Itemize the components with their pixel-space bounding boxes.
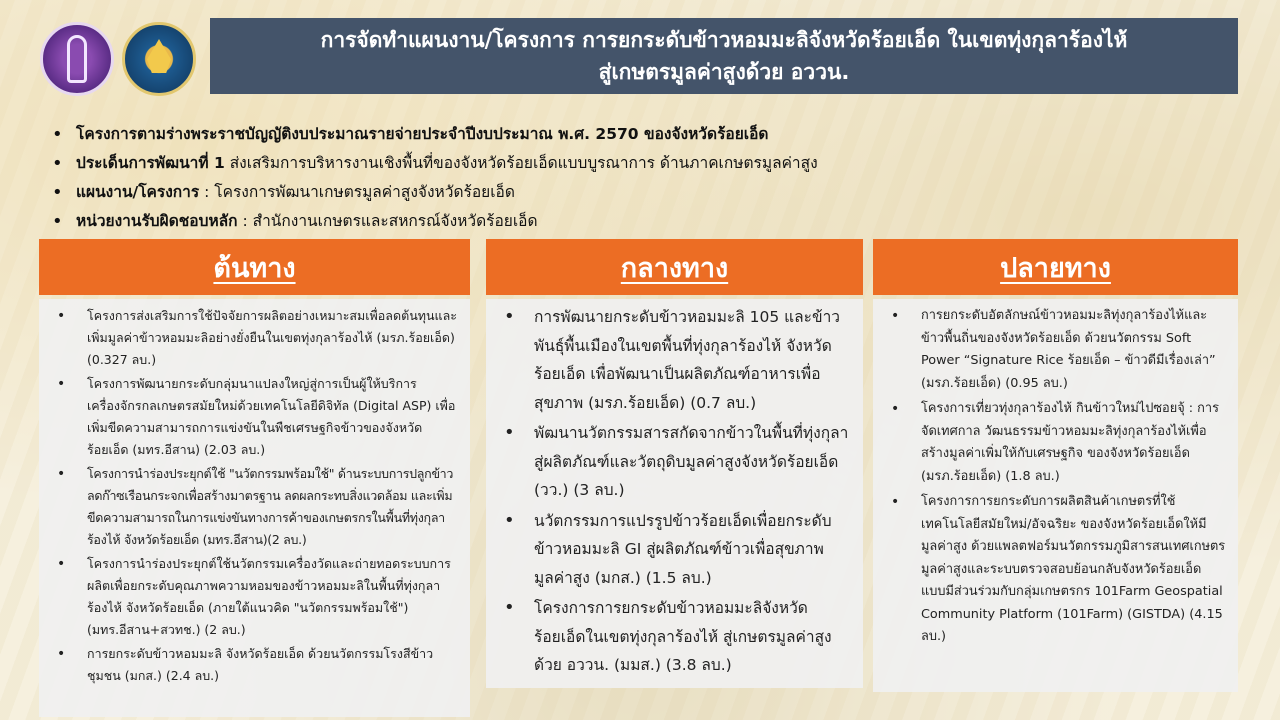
list-item: • โครงการส่งเสริมการใช้ปัจจัยการผลิตอย่างเหมาะสมเพื่อลดต้นทุนและเพิ่มมูลค่าข้าวหอมมะลิอย่างยั่งยืนในเขตทุ่งกุลาร้องไห้ (มรภ.ร้อยเอ็ด) (0.327 ลบ.) xyxy=(51,305,458,371)
summary-label: แผนงาน/โครงการ xyxy=(76,183,200,201)
list-item: • โครงการพัฒนายกระดับกลุ่มนาแปลงใหญ่สู่การเป็นผู้ให้บริการเครื่องจักรกลเกษตรสมัยใหม่ด้วยเทคโนโลยีดิจิทัล (Digital ASP) เพื่อเพิ่มขีดความสามารถการแข่งขันในพืชเศรษฐกิจข้าวของจังหวัดร้อยเอ็ด (มทร.อีสาน) (2.03 ลบ.) xyxy=(51,373,458,461)
midstream-heading: กลางทาง xyxy=(486,239,863,295)
list-item: • โครงการเที่ยวทุ่งกุลาร้องไห้ กินข้าวใหม่ไปซอยจุ้ : การจัดเทศกาล วัฒนธรรมข้าวหอมมะลิทุ่งกุลาร้องไห้เพื่อสร้างมูลค่าเพิ่มให้กับเศรษฐกิจ ของจังหวัดร้อยเอ็ด (มรภ.ร้อยเอ็ด) (1.8 ลบ.) xyxy=(885,398,1226,488)
summary-item xyxy=(50,120,1230,149)
summary-text: ส่งเสริมการบริหารงานเชิงพื้นที่ของจังหวัดร้อยเอ็ดแบบบูรณาการ ด้านภาคเกษตรมูลค่าสูง xyxy=(224,154,818,172)
summary-item xyxy=(50,207,1230,236)
summary-list xyxy=(50,120,1230,236)
province-seal-logo xyxy=(122,22,196,96)
title-line-2: สู่เกษตรมูลค่าสูงด้วย อววน. xyxy=(598,60,850,84)
summary-label: หน่วยงานรับผิดชอบหลัก xyxy=(76,212,238,230)
summary-item xyxy=(50,149,1230,178)
upstream-heading: ต้นทาง xyxy=(39,239,470,295)
list-item: • การยกระดับข้าวหอมมะลิ จังหวัดร้อยเอ็ด ด้วยนวัตกรรมโรงสีข้าวชุมชน (มกส.) (2.4 ลบ.) xyxy=(51,643,458,687)
list-item: • การพัฒนายกระดับข้าวหอมมะลิ 105 และข้าวพันธุ์พื้นเมืองในเขตพื้นที่ทุ่งกุลาร้องไห้ จังหวัดร้อยเอ็ด เพื่อพัฒนาเป็นผลิตภัณฑ์อาหารเพื่อสุขภาพ (มรภ.ร้อยเอ็ด) (0.7 ลบ.) xyxy=(498,303,851,417)
summary-item xyxy=(50,178,1230,207)
upstream-panel xyxy=(39,299,470,717)
summary-label: โครงการตามร่างพระราชบัญญัติงบประมาณรายจ่ายประจำปีงบประมาณ พ.ศ. 2570 ของจังหวัดร้อยเอ็ด xyxy=(76,125,769,143)
page-title xyxy=(210,18,1238,94)
list-item: • นวัตกรรมการแปรรูปข้าวร้อยเอ็ดเพื่อยกระดับข้าวหอมมะลิ GI สู่ผลิตภัณฑ์ข้าวเพื่อสุขภาพมูลค่าสูง (มกส.) (1.5 ลบ.) xyxy=(498,507,851,593)
list-item: • พัฒนานวัตกรรมสารสกัดจากข้าวในพื้นที่ทุ่งกุลาสู่ผลิตภัณฑ์และวัตถุดิบมูลค่าสูงจังหวัดร้อยเอ็ด (วว.) (3 ลบ.) xyxy=(498,419,851,505)
list-item: • โครงการนำร่องประยุกต์ใช้ "นวัตกรรมพร้อมใช้" ด้านระบบการปลูกข้าวลดก๊าซเรือนกระจกเพื่อสร้างมาตรฐาน ลดผลกระทบสิ่งแวดล้อม และเพิ่มขีดความสามารถในการแข่งขันทางการค้าของเกษตรกรในพื้นที่ทุ่งกุลาร้องไห้ จังหวัดร้อยเอ็ด (มทร.อีสาน)(2 ลบ.) xyxy=(51,463,458,551)
downstream-column xyxy=(873,239,1238,692)
upstream-column xyxy=(39,239,470,717)
downstream-heading: ปลายทาง xyxy=(873,239,1238,295)
list-item: • โครงการการยกระดับการผลิตสินค้าเกษตรที่ใช้เทคโนโลยีสมัยใหม่/อัจฉริยะ ของจังหวัดร้อยเอ็ดให้มีมูลค่าสูง ด้วยแพลตฟอร์มนวัตกรรมภูมิสารสนเทศเกษตรมูลค่าสูงและระบบตรวจสอบย้อนกลับจังหวัดร้อยเอ็ด แบบมีส่วนร่วมกับกลุ่มเกษตรกร 101Farm Geospatial Community Platform (101Farm) (GISTDA) (4.15 ลบ.) xyxy=(885,491,1226,649)
summary-label: ประเด็นการพัฒนาที่ 1 xyxy=(76,154,225,172)
list-item: • โครงการนำร่องประยุกต์ใช้นวัตกรรมเครื่องวัดและถ่ายทอดระบบการผลิตเพื่อยกระดับคุณภาพความหอมของข้าวหอมมะลิในพื้นที่ทุ่งกุลาร้องไห้ จังหวัดร้อยเอ็ด (ภายใต้แนวคิด "นวัตกรรมพร้อมใช้") (มทร.อีสาน+สวทช.) (2 ลบ.) xyxy=(51,553,458,641)
downstream-panel xyxy=(873,299,1238,692)
midstream-column xyxy=(486,239,863,688)
title-line-1: การจัดทำแผนงาน/โครงการ การยกระดับข้าวหอมมะลิจังหวัดร้อยเอ็ด ในเขตทุ่งกุลาร้องไห้ xyxy=(320,28,1128,52)
summary-text: : สำนักงานเกษตรและสหกรณ์จังหวัดร้อยเอ็ด xyxy=(237,212,538,230)
summary-text: : โครงการพัฒนาเกษตรมูลค่าสูงจังหวัดร้อยเอ็ด xyxy=(199,183,515,201)
list-item: • การยกระดับอัตลักษณ์ข้าวหอมมะลิทุ่งกุลาร้องไห้และข้าวพื้นถิ่นของจังหวัดร้อยเอ็ด ด้วยนวัตกรรม Soft Power “Signature Rice ร้อยเอ็ด – ข้าวดีมีเรื่องเล่า” (มรภ.ร้อยเอ็ด) (0.95 ลบ.) xyxy=(885,305,1226,395)
midstream-panel xyxy=(486,299,863,688)
list-item: • โครงการการยกระดับข้าวหอมมะลิจังหวัดร้อยเอ็ดในเขตทุ่งกุลาร้องไห้ สู่เกษตรมูลค่าสูงด้วย อววน. (มมส.) (3.8 ลบ.) xyxy=(498,594,851,680)
ministry-logo xyxy=(40,22,114,96)
